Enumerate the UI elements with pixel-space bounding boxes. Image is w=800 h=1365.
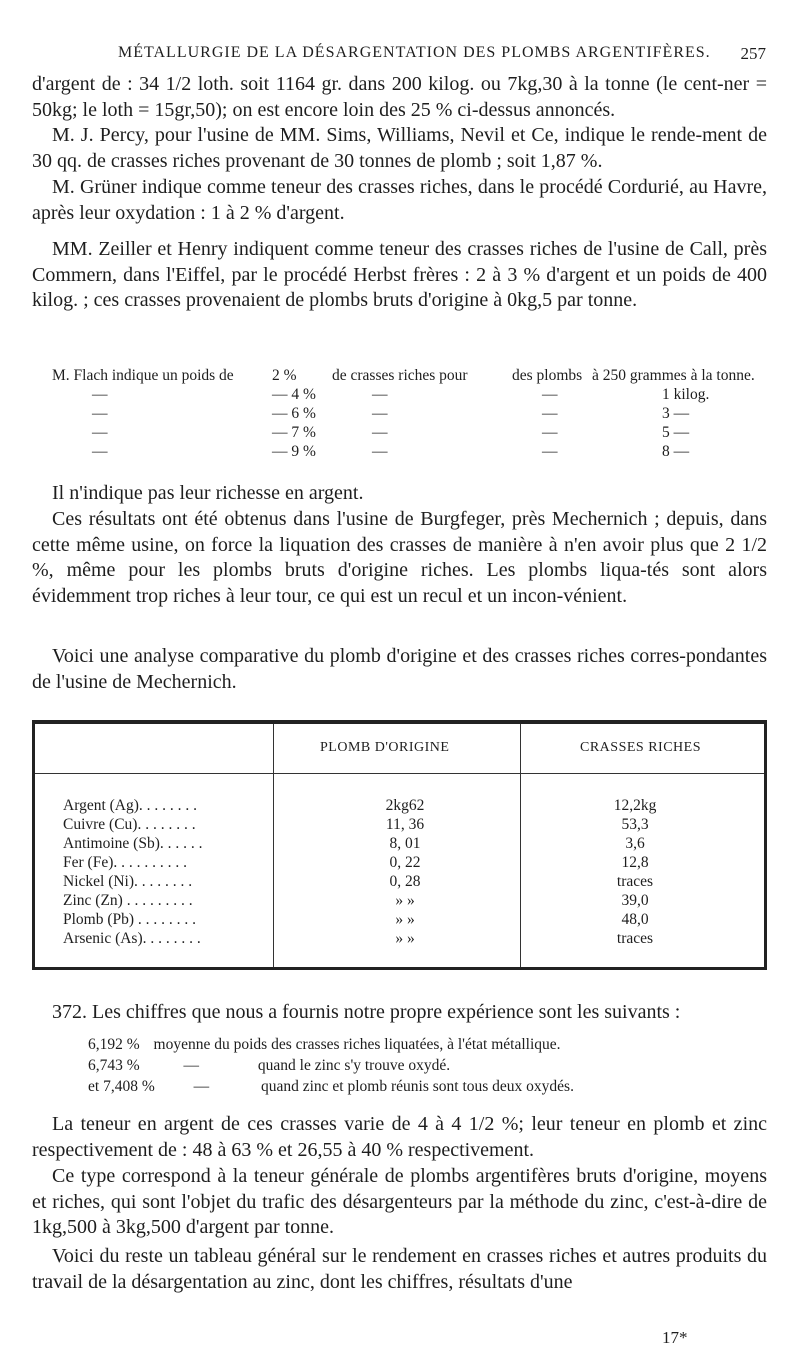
- flach-row: [52, 366, 772, 385]
- experience-text: moyenne du poids des crasses riches liquatées, à l'état métallique.: [153, 1036, 561, 1053]
- header-plomb-origine: PLOMB D'ORIGINE: [320, 740, 450, 755]
- paragraph-gruner: M. Grüner indique comme teneur des crasses riches, dans le procédé Cordurié, au Havre, après leur oxydation : 1 à 2 % d'argent.: [32, 176, 767, 224]
- element-label: Zinc (Zn) . . . . . . . . .: [63, 892, 193, 909]
- flach-cell: —: [542, 385, 558, 403]
- flach-cell: de crasses riches pour: [332, 366, 468, 384]
- flach-cell: —: [542, 423, 558, 441]
- experience-text: quand zinc et plomb réunis sont tous deux oxydés.: [260, 1078, 574, 1095]
- flach-cell: —: [372, 423, 388, 441]
- paragraph-1: d'argent de : 34 1/2 loth. soit 1164 gr. dans 200 kilog. ou 7kg,30 à la tonne (le cent-ner = 50kg; le loth = 15gr,50); on est encore loin des 25 % ci-dessus annoncés.: [32, 73, 767, 121]
- flach-row: [52, 423, 772, 442]
- table-row: [35, 797, 764, 816]
- paragraph-richesse: Il n'indique pas leur richesse en argent.: [52, 482, 364, 504]
- experience-value: 6,192 %: [88, 1036, 140, 1053]
- experience-line: [88, 1078, 574, 1096]
- paragraph-teneur: La teneur en argent de ces crasses varie de 4 à 4 1/2 %; leur teneur en plomb et zinc respectivement de : 48 à 63 % et 26,55 à 40 % respectivement.: [32, 1113, 767, 1161]
- crasses-value: traces: [616, 873, 654, 890]
- experience-line: [88, 1036, 561, 1054]
- flach-cell: —: [92, 404, 108, 422]
- table-row: [35, 911, 764, 930]
- experience-value: 7,408 %: [103, 1078, 155, 1095]
- flach-cell: — 6 %: [272, 404, 316, 422]
- flach-table: [52, 366, 772, 461]
- flach-cell: 2 %: [272, 366, 297, 384]
- crasses-value: 3,6: [625, 835, 645, 852]
- flach-cell: —: [92, 423, 108, 441]
- flach-cell: —: [92, 442, 108, 460]
- flach-cell: M. Flach indique un poids de: [52, 366, 234, 384]
- element-label: Arsenic (As). . . . . . . .: [63, 930, 201, 947]
- flach-cell: — 7 %: [272, 423, 316, 441]
- flach-cell: 1 kilog.: [662, 385, 710, 403]
- paragraph-analyse-intro: Voici une analyse comparative du plomb d'origine et des crasses riches corres-pondantes de l'usine de Mechernich.: [32, 645, 767, 693]
- paragraph-tableau-general: Voici du reste un tableau général sur le rendement en crasses riches et autres produits du travail de la désargentation au zinc, dont les chiffres, résultats d'une: [32, 1245, 767, 1293]
- flach-cell: 8 —: [662, 442, 690, 460]
- flach-cell: 3 —: [662, 404, 690, 422]
- paragraph-372: 372. Les chiffres que nous a fournis notre propre expérience sont les suivants :: [52, 1001, 681, 1023]
- element-label: Fer (Fe). . . . . . . . . .: [63, 854, 187, 871]
- signature-mark: 17*: [662, 1328, 688, 1347]
- table-row: [35, 873, 764, 892]
- experience-dash: —: [183, 1057, 200, 1074]
- paragraph-zeiller: MM. Zeiller et Henry indiquent comme teneur des crasses riches de l'usine de Call, près Commern, dans l'Eiffel, par le procédé Herbst frères : 2 à 3 % d'argent et un poids de 400 kilog. ; ces crasses provenaient de plombs bruts d'origine à 0kg,5 par tonne.: [32, 238, 767, 311]
- plomb-value: » »: [395, 911, 415, 928]
- table-row: [35, 835, 764, 854]
- analysis-table: [32, 720, 767, 970]
- plomb-value: 0, 28: [389, 873, 421, 890]
- flach-row: [52, 442, 772, 461]
- flach-cell: — 4 %: [272, 385, 316, 403]
- experience-line: [88, 1057, 450, 1075]
- flach-row: [52, 385, 772, 404]
- header-divider: [35, 773, 764, 774]
- experience-dash: —: [193, 1078, 210, 1095]
- element-label: Argent (Ag). . . . . . . .: [63, 797, 198, 814]
- plomb-value: » »: [395, 892, 415, 909]
- element-label: Cuivre (Cu). . . . . . . .: [63, 816, 196, 833]
- element-label: Antimoine (Sb). . . . . .: [63, 835, 203, 852]
- flach-cell: —: [372, 385, 388, 403]
- header-title: MÉTALLURGIE DE LA DÉSARGENTATION DES PLOMBS ARGENTIFÈRES.: [118, 44, 711, 61]
- running-header: [30, 44, 770, 70]
- paragraph-percy: M. J. Percy, pour l'usine de MM. Sims, Williams, Nevil et Ce, indique le rende-ment de 30 qq. de crasses riches provenant de 30 tonnes de plomb ; soit 1,87 %.: [32, 124, 767, 172]
- element-label: Plomb (Pb) . . . . . . . .: [63, 911, 197, 928]
- flach-cell: —: [372, 442, 388, 460]
- table-row: [35, 816, 764, 835]
- paragraph-type: Ce type correspond à la teneur générale de plombs argentifères bruts d'origine, moyens et riches, qui sont l'objet du trafic des désargenteurs par la méthode du zinc, c'est-à-dire de 1kg,500 à 3kg,500 d'argent par tonne.: [32, 1165, 767, 1238]
- crasses-value: traces: [616, 930, 654, 947]
- table-row: [35, 854, 764, 873]
- flach-cell: — 9 %: [272, 442, 316, 460]
- crasses-value: 48,0: [621, 911, 649, 928]
- paragraph-burgfeger: Ces résultats ont été obtenus dans l'usine de Burgfeger, près Mechernich ; depuis, dans cette même usine, on force la liquation des crasses de manière à n'en avoir plus que 2 1/2 %, même pour les plombs bruts d'origine riches. Les plombs liqua-tés sont alors évidemment trop riches à leur tour, ce qui est un recul et un incon-vénient.: [32, 508, 767, 607]
- crasses-value: 53,3: [621, 816, 649, 833]
- element-label: Nickel (Ni). . . . . . . .: [63, 873, 193, 890]
- flach-row: [52, 404, 772, 423]
- plomb-value: 0, 22: [389, 854, 421, 871]
- crasses-value: 12,2kg: [613, 797, 657, 814]
- flach-cell: à 250 grammes à la tonne.: [592, 366, 755, 384]
- crasses-value: 39,0: [621, 892, 649, 909]
- flach-cell: —: [542, 442, 558, 460]
- header-crasses-riches: CRASSES RICHES: [580, 740, 701, 755]
- flach-cell: 5 —: [662, 423, 690, 441]
- plomb-value: » »: [395, 930, 415, 947]
- plomb-value: 8, 01: [389, 835, 421, 852]
- flach-cell: des plombs: [512, 366, 583, 384]
- crasses-value: 12,8: [621, 854, 649, 871]
- experience-text: quand le zinc s'y trouve oxydé.: [257, 1057, 451, 1074]
- experience-value: 6,743 %: [88, 1057, 140, 1074]
- flach-cell: —: [372, 404, 388, 422]
- flach-cell: —: [92, 385, 108, 403]
- flach-cell: —: [542, 404, 558, 422]
- plomb-value: 2kg62: [385, 797, 425, 814]
- experience-prefix: et: [88, 1078, 100, 1095]
- table-row: [35, 892, 764, 911]
- page-number: 257: [740, 44, 766, 63]
- table-row: [35, 930, 764, 949]
- plomb-value: 11, 36: [385, 816, 425, 833]
